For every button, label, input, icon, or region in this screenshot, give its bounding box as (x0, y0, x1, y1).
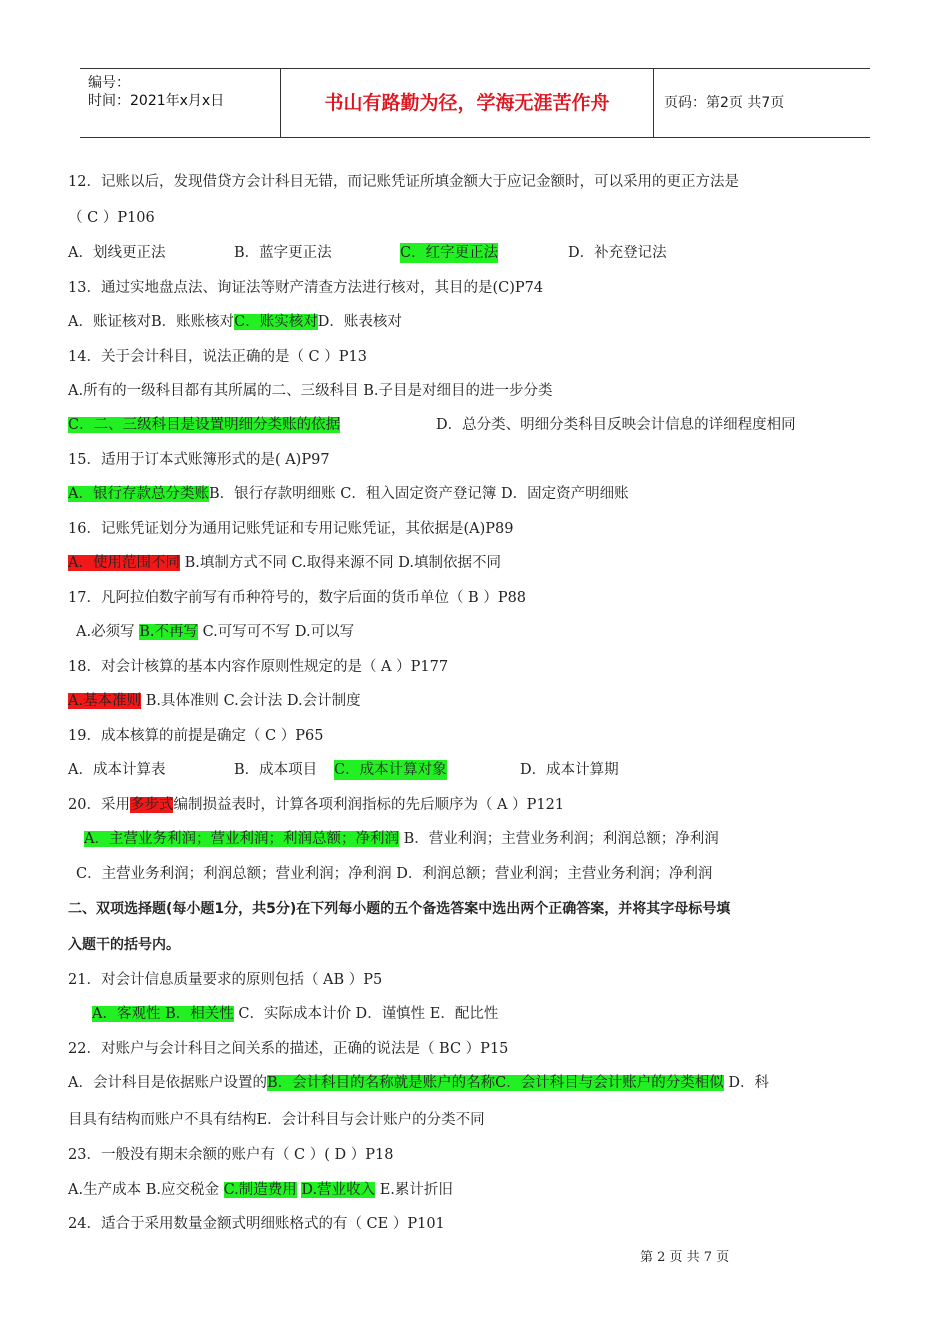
q20-option-a-answer: A．主营业务利润；营业利润；利润总额；净利润 (84, 831, 399, 847)
q21-options-rest: C．实际成本计价 D．谨慎性 E．配比性 (233, 1006, 499, 1022)
q23-option-e: E.累计折旧 (375, 1182, 453, 1198)
q20-options-cd: C．主营业务利润；利润总额；营业利润；净利润 D．利润总额；营业利润；主营业务利润；净利润 (76, 866, 713, 882)
q16-options (68, 553, 501, 573)
q21-option-ab-answer: A．客观性 B．相关性 (92, 1006, 234, 1022)
q15-option-a-answer: A．银行存款总分类账 (68, 486, 209, 502)
q13-option-b: B．账账核对 (150, 314, 235, 330)
q17-options (76, 622, 354, 642)
code-label: 编号： (88, 75, 130, 91)
q22-options-cont: 目具有结构而账户不具有结构E．会计科目与会计账户的分类不同 (68, 1112, 485, 1128)
q22-option-b-answer: B．会计科目的名称就是账户的名称 (266, 1075, 496, 1091)
q18-options (68, 691, 361, 711)
page-footer: 第 2 页 共 7 页 (640, 1250, 730, 1265)
q17-options-rest: C.可写可不写 D.可以写 (197, 624, 355, 640)
q17-option-a: A.必须写 (76, 624, 140, 640)
q17-stem: 17．凡阿拉伯数字前写有币种符号的，数字后面的货币单位（ B ）P88 (68, 590, 527, 606)
q19-option-c-answer: C．成本计算对象 (334, 762, 447, 778)
q22-option-d: D．科 (723, 1075, 769, 1091)
q14-options-ab: A.所有的一级科目都有其所属的二、三级科目 B.子目是对细目的进一步分类 (68, 383, 553, 399)
q13-option-a: A．账证核对 (68, 314, 151, 330)
q16-option-a-answer: A．使用范围不同 (68, 555, 180, 571)
q19-stem: 19．成本核算的前提是确定（ C ）P65 (68, 728, 324, 744)
q22-option-a: A．会计科目是依据账户设置的 (68, 1075, 267, 1091)
q20-options-ab (84, 829, 719, 849)
q14-option-c-answer: C．二、三级科目是设置明细分类账的依据 (68, 417, 341, 433)
q19-option-b: B．成本项目 (234, 762, 318, 778)
q22-option-c-answer: C．会计科目与会计账户的分类相似 (495, 1075, 724, 1091)
q13-stem: 13．通过实地盘点法、询证法等财产清查方法进行核对，其目的是(C)P74 (68, 280, 544, 296)
q18-options-rest: B.具体准则 C.会计法 D.会计制度 (141, 693, 361, 709)
q15-stem: 15．适用于订本式账簿形式的是( A)P97 (68, 452, 330, 468)
time-label: 时间：2021年x月x日 (88, 93, 225, 109)
q24-stem: 24．适合于采用数量金额式明细账格式的有（ CE ）P101 (68, 1216, 445, 1232)
q17-option-b-answer: B.不再写 (139, 624, 198, 640)
q23-option-d-answer: D.营业收入 (301, 1182, 376, 1198)
q13-option-d: D．账表核对 (317, 314, 402, 330)
q12-option-b: B．蓝字更正法 (234, 245, 332, 261)
q12-option-a: A．划线更正法 (68, 245, 166, 261)
q21-stem: 21．对会计信息质量要求的原则包括（ AB ）P5 (68, 972, 383, 988)
q15-options (68, 484, 629, 504)
q13-options (68, 312, 402, 332)
q20-stem-highlight: 多步式 (129, 797, 174, 813)
q16-stem: 16．记账凭证划分为通用记账凭证和专用记账凭证，其依据是(A)P89 (68, 521, 514, 537)
section-2-title: 二、双项选择题(每小题1分，共5分)在下列每小题的五个备选答案中选出两个正确答案，并将其字母标号填 (68, 901, 731, 917)
q12-option-c-answer: C．红字更正法 (400, 245, 499, 261)
q12-stem-cont: （ C ）P106 (68, 210, 155, 226)
q18-option-a-answer: A.基本准则 (68, 693, 142, 709)
header-meta (80, 69, 281, 137)
q21-options (92, 1004, 498, 1024)
q12-stem: 12．记账以后，发现借贷方会计科目无错，而记账凭证所填金额大于应记金额时，可以采用的更正方法是 (68, 174, 739, 190)
page-header (80, 68, 870, 138)
section-2-title-cont: 入题干的括号内。 (68, 937, 180, 953)
q20-option-b: B．营业利润；主营业务利润；利润总额；净利润 (398, 831, 719, 847)
q22-options (68, 1073, 769, 1093)
q14-stem: 14．关于会计科目，说法正确的是（ C ）P13 (68, 349, 367, 365)
q12-options (68, 243, 667, 263)
q23-option-c-answer: C.制造费用 (223, 1182, 297, 1198)
q14-options-cd (68, 415, 796, 435)
q12-option-d: D．补充登记法 (568, 245, 667, 261)
q19-option-a: A．成本计算表 (68, 762, 166, 778)
q15-options-rest: B．银行存款明细账 C．租入固定资产登记簿 D．固定资产明细账 (208, 486, 629, 502)
q19-option-d: D．成本计算期 (520, 762, 619, 778)
q22-stem: 22．对账户与会计科目之间关系的描述，正确的说法是（ BC ）P15 (68, 1041, 509, 1057)
header-page-info: 页码：第2页 共7页 (664, 95, 785, 111)
q16-options-rest: B.填制方式不同 C.取得来源不同 D.填制依据不同 (179, 555, 501, 571)
header-motto: 书山有路勤为径，学海无涯苦作舟 (281, 69, 654, 137)
q23-option-ab: A.生产成本 B.应交税金 (68, 1182, 224, 1198)
q20-stem-pre: 20．采用 (68, 797, 130, 813)
q14-option-d: D．总分类、明细分类科目反映会计信息的详细程度相同 (436, 417, 796, 433)
q23-stem: 23．一般没有期末余额的账户有（ C ）( D ）P18 (68, 1147, 394, 1163)
q19-options (68, 760, 619, 780)
q20-stem-post: 编制损益表时，计算各项利润指标的先后顺序为（ A ）P121 (173, 797, 565, 813)
q20-stem (68, 795, 564, 815)
q23-options (68, 1180, 453, 1200)
q13-option-c-answer: C．账实核对 (234, 314, 318, 330)
q18-stem: 18．对会计核算的基本内容作原则性规定的是（ A ）P177 (68, 659, 449, 675)
